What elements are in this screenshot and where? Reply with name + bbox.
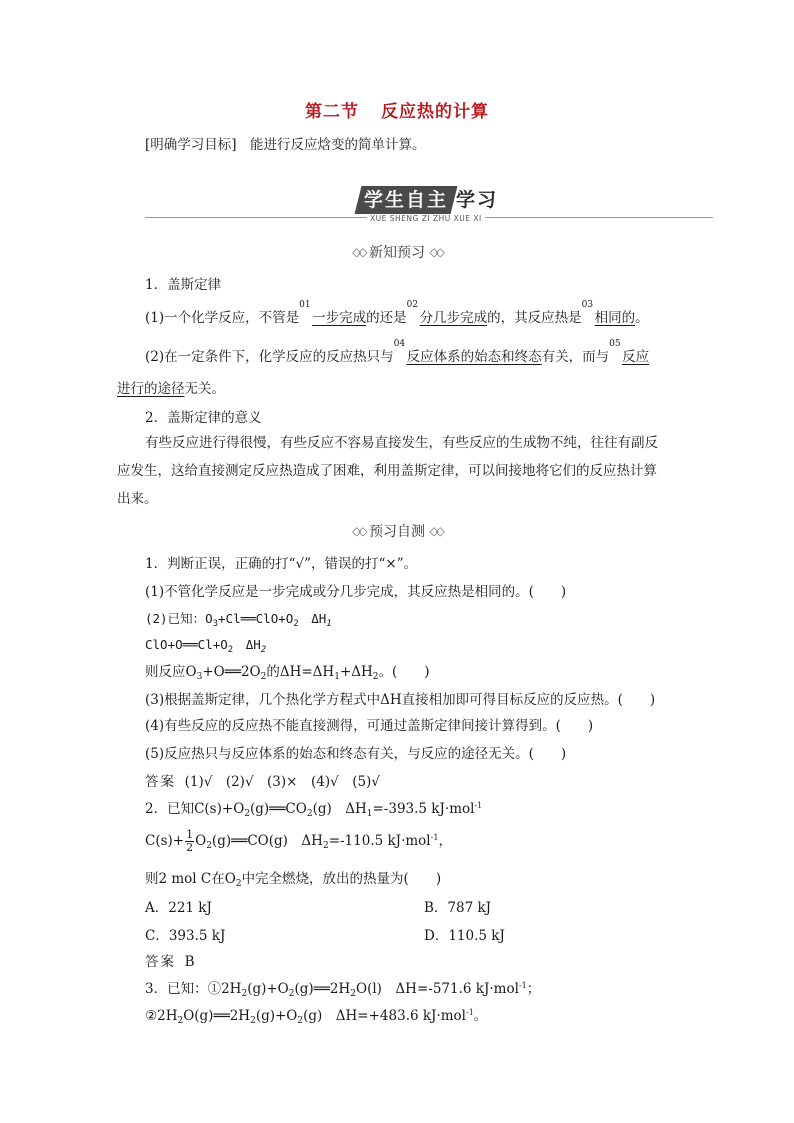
- hess-law-statement-2: (2)在一定条件下，化学反应的反应热只与 04 反应体系的始态和终态有关，而与 05 反应: [145, 339, 650, 365]
- option-a: A．221 kJ: [145, 900, 212, 916]
- right-diamond-deco-icon: ◇◇: [429, 245, 442, 259]
- question-1-stem: 1．判断正误，正确的打“√”，错误的打“×”。: [145, 556, 418, 572]
- heading-hess-significance: 2．盖斯定律的意义: [145, 410, 262, 426]
- question-2-eq2: C(s)+ $\frac{1}{2}$ $O_2(g)══CO(g)$ $\Delta H_2=-110.5$ kJ·mol$^{-1}$，: [145, 828, 452, 854]
- blank-01: 01: [299, 300, 311, 310]
- blank-04: 04: [393, 339, 406, 349]
- answer-04: 反应体系的始态和终态: [406, 349, 542, 365]
- answer-label: 答案: [145, 774, 176, 790]
- fraction-one-half: $\frac{1}{2}$: [186, 828, 194, 854]
- left-diamond-deco-icon: ◇◇: [352, 524, 365, 538]
- option-b: B．787 kJ: [424, 900, 492, 916]
- banner-pinyin: XUE SHENG ZI ZHU XUE XI: [367, 214, 485, 223]
- subsection-header-preview: ◇◇ 新知预习 ◇◇: [352, 245, 442, 261]
- answer-03: 相同的: [594, 310, 636, 326]
- question-1-item-4: (4)有些反应的反应热不能直接测得，可通过盖斯定律间接计算得到。( ): [145, 718, 594, 734]
- answer-value: (1)√ (2)√ (3)× (4)√ (5)√: [184, 774, 380, 790]
- banner-highlight: 学生自主: [355, 186, 458, 214]
- question-2-eq1: 2．已知$C(s)+O_2(g)══CO_2(g)$ $\Delta H_1=-393.5$ kJ·mol$^{-1}$: [145, 801, 483, 819]
- answer-05-part2: 进行的途径: [117, 381, 185, 397]
- question-1-item-2-claim: 则反应$O_3+O══2O_2$的$\Delta H=\Delta H_1+\Delta H_2$。( ): [145, 664, 430, 682]
- option-d: D．110.5 kJ: [424, 928, 505, 944]
- answer-01: 一步完成: [312, 310, 367, 326]
- title-section-number: 第二节: [305, 102, 359, 122]
- question-1-answer: [145, 770, 380, 790]
- banner-rest: 学习: [456, 189, 499, 211]
- right-diamond-deco-icon: ◇◇: [429, 524, 442, 538]
- question-3-eq2: $②2H_2O(g)══2H_2(g)+O_2(g)$ ΔH=+483.6 kJ·mol$^{-1}$。: [145, 1008, 488, 1026]
- subsection-header-selftest: ◇◇ 预习自测 ◇◇: [352, 524, 442, 540]
- blank-05: 05: [609, 339, 621, 349]
- answer-02: 分几步完成: [419, 310, 488, 326]
- question-1-item-2-eq2: $ClO+O══Cl+O_2$ $\Delta H_2$: [145, 637, 267, 655]
- question-3-eq1: 3．已知：$①2H_2(g)+O_2(g)══2H_2O(l)$ ΔH=-571.6 kJ·mol$^{-1}$；: [145, 981, 541, 999]
- blank-03: 03: [581, 300, 594, 310]
- hess-law-statement-1: (1)一个化学反应，不管是 01 一步完成的还是 02 分几步完成的，其反应热是 03 相同的。: [145, 300, 649, 326]
- option-c: C．393.5 kJ: [145, 928, 226, 944]
- question-2-answer: [145, 950, 195, 970]
- question-1-item-5: (5)反应热只与反应体系的始态和终态有关，与反应的途径无关。( ): [145, 746, 567, 762]
- hess-law-statement-2-cont: 进行的途径无关。: [117, 381, 225, 397]
- left-diamond-deco-icon: ◇◇: [352, 245, 365, 259]
- blank-02: 02: [406, 300, 419, 310]
- significance-line-3: 出来。: [117, 491, 158, 507]
- section-banner: [145, 186, 713, 226]
- question-1-item-1: (1)不管化学反应是一步完成或分几步完成，其反应热是相同的。( ): [145, 584, 567, 600]
- answer-05-part1: 反应: [622, 349, 650, 365]
- title-topic: 反应热的计算: [381, 102, 489, 122]
- significance-line-2: 应发生，这给直接测定反应热造成了困难，利用盖斯定律，可以间接地将它们的反应热计算: [117, 463, 657, 479]
- question-1-item-3: (3)根据盖斯定律，几个热化学方程式中ΔH直接相加即可得目标反应的反应热。( ): [145, 692, 656, 708]
- page-title: [0, 97, 794, 122]
- question-1-item-2-eq1: (2)已知：$O_3+Cl══ClO+O_2$ $\Delta H_1$: [145, 611, 332, 629]
- heading-hess-law: 1．盖斯定律: [145, 277, 222, 293]
- significance-line-1: 有些反应进行得很慢，有些反应不容易直接发生，有些反应的生成物不纯，往往有副反: [145, 435, 658, 451]
- answer-value: B: [184, 954, 195, 970]
- learning-goal: [明确学习目标] 能进行反应焓变的简单计算。: [145, 137, 426, 153]
- answer-label: 答案: [145, 954, 176, 970]
- question-2-stem: 则2 mol C在$O_2$中完全燃烧，放出的热量为( ): [145, 871, 442, 889]
